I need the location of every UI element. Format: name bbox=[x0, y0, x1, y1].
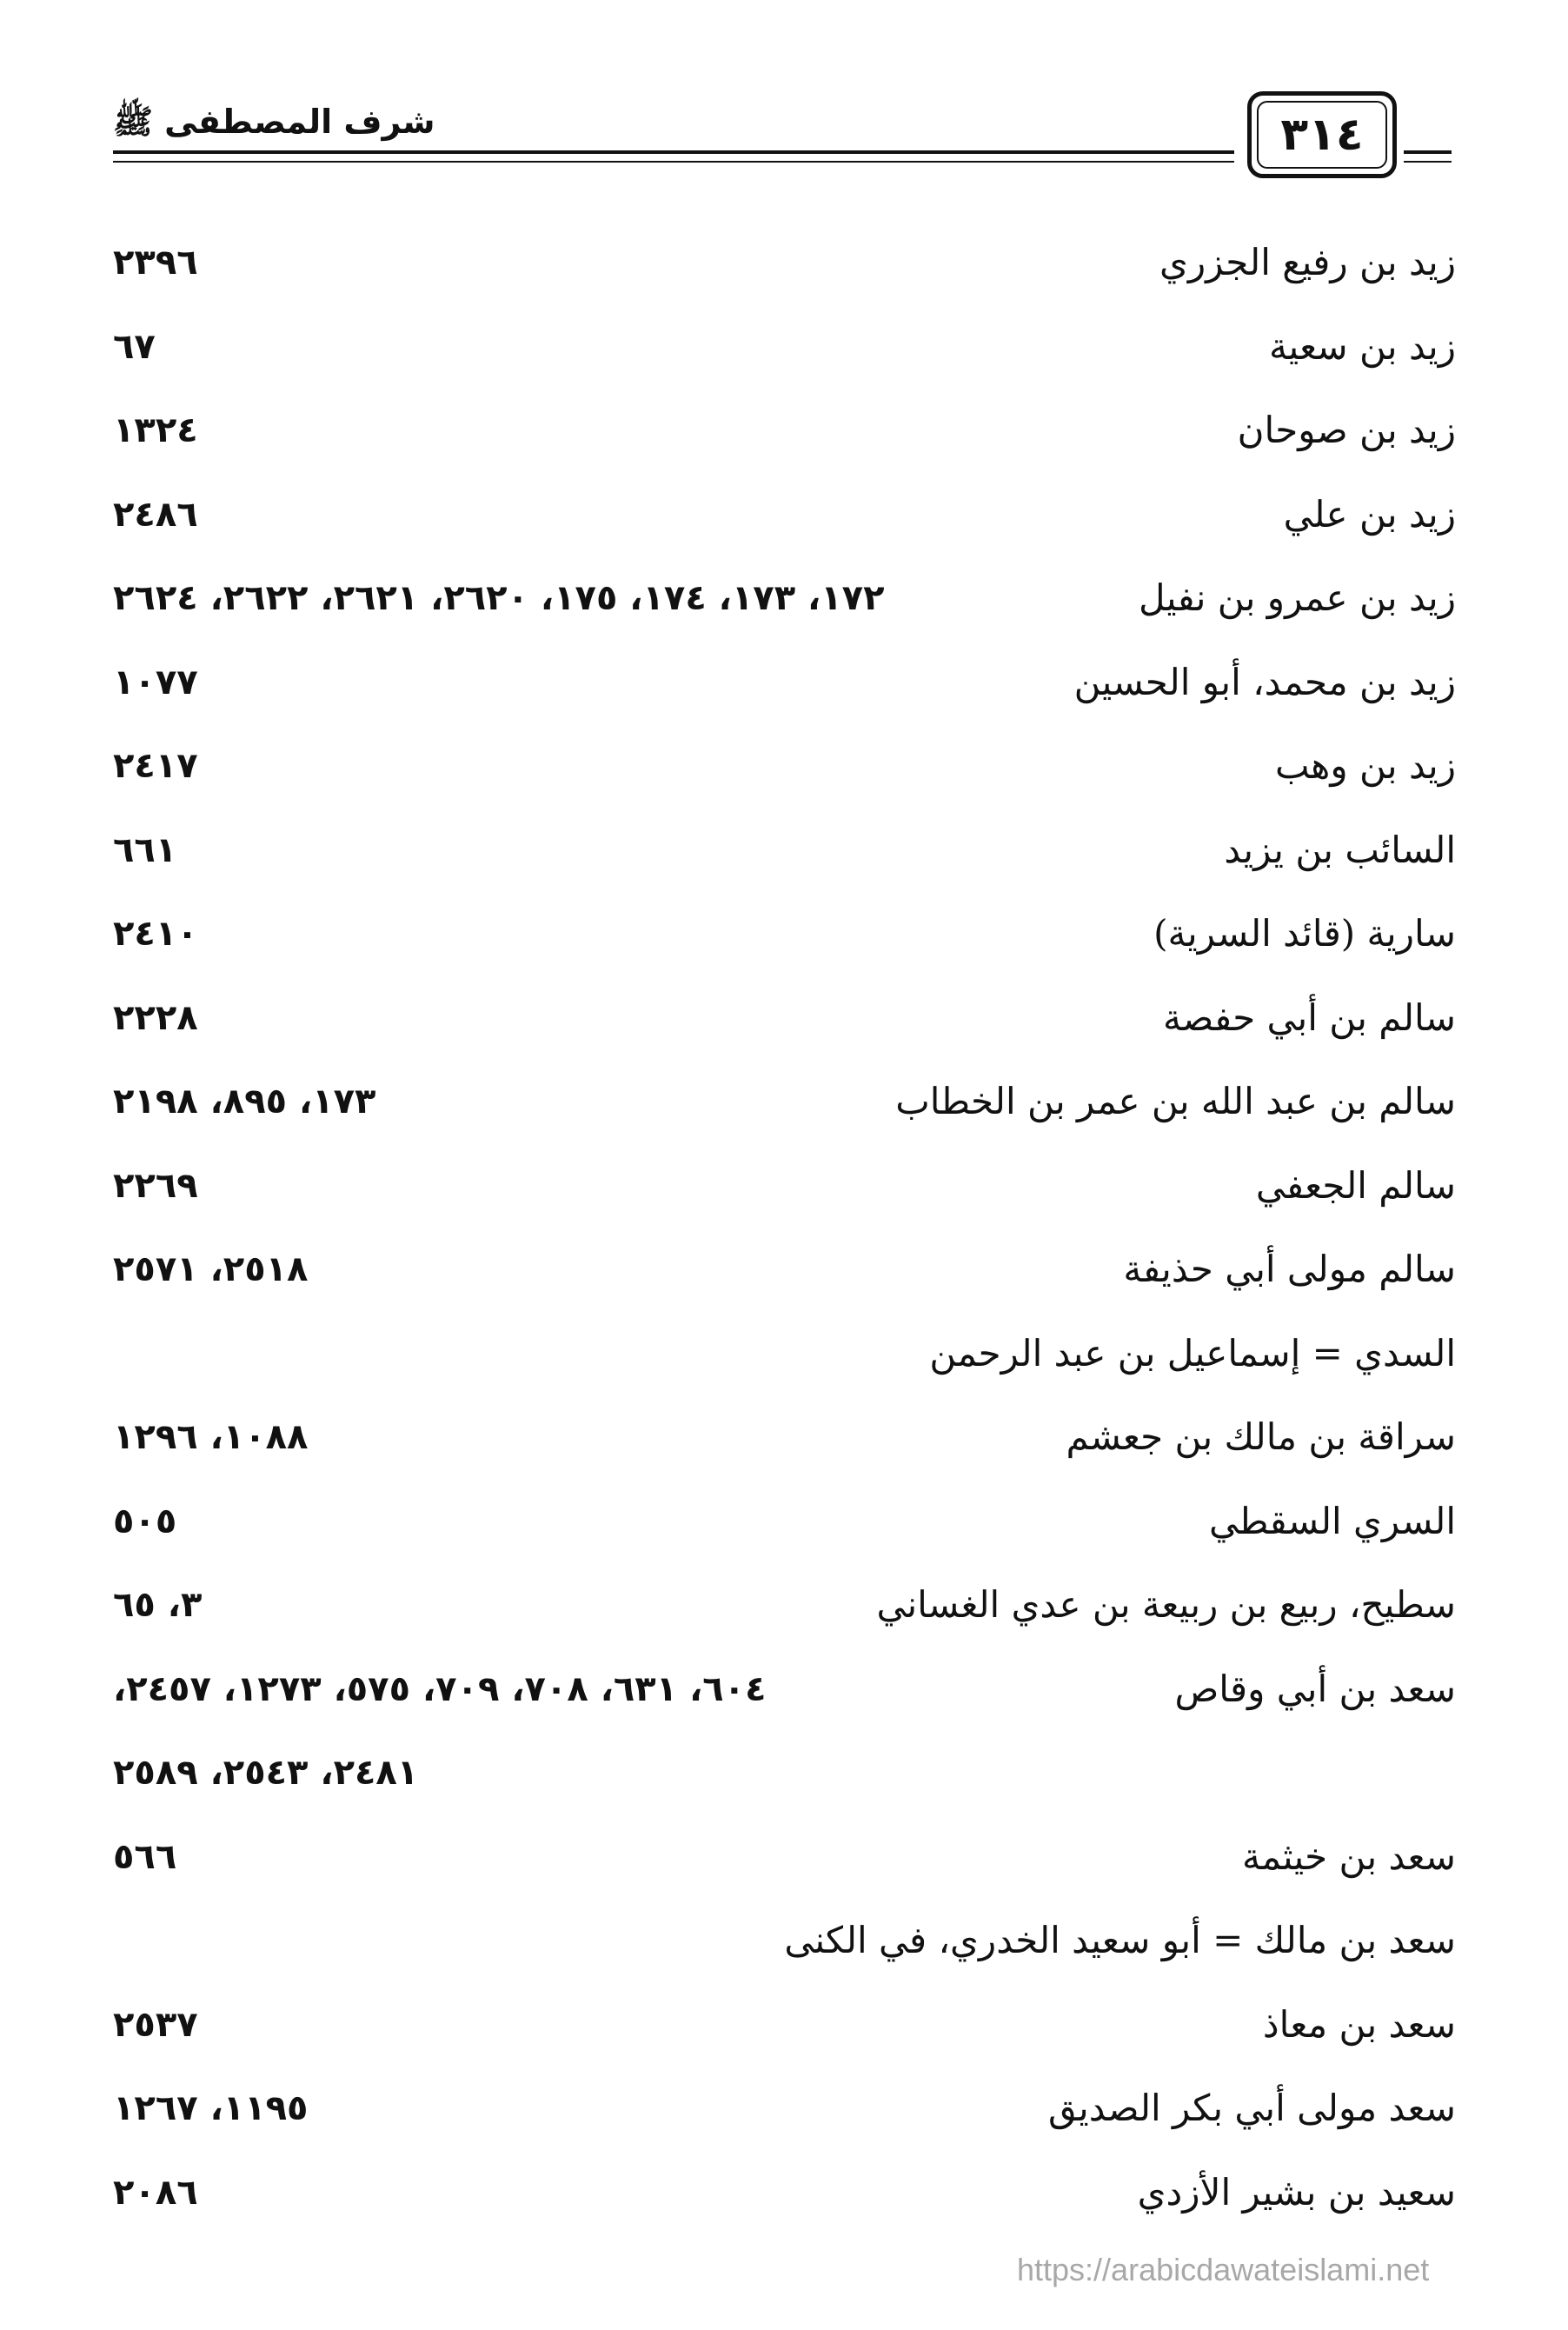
entry-name: زيد بن محمد، أبو الحسين bbox=[1073, 660, 1456, 703]
index-row bbox=[113, 731, 1456, 816]
entry-name: سعد بن مالك = أبو سعيد الخدري، في الكنى bbox=[784, 1919, 1456, 1961]
entry-pages: ٥٦٦ bbox=[113, 1836, 177, 1877]
entry-pages: ٢٤١٧ bbox=[113, 746, 198, 786]
entry-name: السري السقطي bbox=[1209, 1499, 1456, 1542]
entry-name: سعد مولى أبي بكر الصديق bbox=[1048, 2087, 1456, 2129]
index-row bbox=[113, 1654, 1456, 1739]
header-rule bbox=[113, 161, 1234, 163]
entry-name: سالم بن أبي حفصة bbox=[1163, 995, 1456, 1039]
entry-pages: ١٠٨٨، ١٢٩٦ bbox=[113, 1417, 309, 1457]
entry-pages: ٢٥٣٧ bbox=[113, 2004, 198, 2045]
index-row bbox=[113, 2158, 1456, 2242]
index-row bbox=[113, 816, 1456, 900]
entry-name: سالم بن عبد الله بن عمر بن الخطاب bbox=[895, 1080, 1456, 1122]
header-rule bbox=[113, 150, 1234, 154]
watermark-url: https://arabicdawateislami.net bbox=[1017, 2252, 1430, 2287]
index-row bbox=[113, 648, 1456, 732]
entry-pages: ٢٤١٠ bbox=[113, 914, 198, 954]
page-number-frame bbox=[1247, 91, 1397, 178]
entry-name: زيد بن سعية bbox=[1268, 324, 1456, 368]
page-header bbox=[113, 91, 1452, 187]
index-row bbox=[113, 983, 1456, 1068]
entry-pages: ٢٣٩٦ bbox=[113, 243, 198, 283]
index-row bbox=[113, 1487, 1456, 1571]
header-rule bbox=[1404, 150, 1452, 154]
entry-pages: ٦٠٤، ٦٣١، ٧٠٨، ٧٠٩، ٥٧٥، ١٢٧٣، ٢٤٥٧، bbox=[113, 1668, 767, 1709]
entry-name: سعد بن معاذ bbox=[1262, 2002, 1456, 2046]
index-row bbox=[113, 1570, 1456, 1654]
index-list bbox=[113, 228, 1456, 2241]
page-number: ٣١٤ bbox=[1257, 101, 1387, 169]
index-row bbox=[113, 228, 1456, 312]
index-row-continuation bbox=[113, 1738, 1456, 1822]
index-row bbox=[113, 1151, 1456, 1235]
entry-pages: ٣، ٦٥ bbox=[113, 1585, 203, 1625]
index-row bbox=[113, 1906, 1456, 1990]
index-row bbox=[113, 1822, 1456, 1907]
entry-pages: ١٧٣، ٨٩٥، ٢١٩٨ bbox=[113, 1082, 376, 1122]
entry-name: زيد بن علي bbox=[1283, 492, 1456, 536]
index-row bbox=[113, 480, 1456, 564]
entry-pages: ٢٥١٨، ٢٥٧١ bbox=[113, 1249, 309, 1289]
entry-pages: ٦٧ bbox=[113, 326, 156, 367]
entry-name: سالم الجعفي bbox=[1255, 1163, 1456, 1207]
entry-pages: ٢٤٨٦ bbox=[113, 494, 198, 535]
index-row bbox=[113, 2074, 1456, 2158]
entry-pages: ١٠٧٧ bbox=[113, 662, 198, 702]
entry-pages: ٢٤٨١، ٢٥٤٣، ٢٥٨٩ bbox=[113, 1753, 419, 1793]
entry-name: سراقة بن مالك بن جعشم bbox=[1066, 1415, 1456, 1458]
index-row bbox=[113, 1067, 1456, 1151]
entry-name: السدي = إسماعيل بن عبد الرحمن bbox=[929, 1331, 1456, 1375]
entry-name: سعد بن خيثمة bbox=[1242, 1834, 1456, 1878]
header-rule bbox=[1404, 161, 1452, 163]
entry-pages: ٢٢٦٩ bbox=[113, 1165, 198, 1206]
entry-name: زيد بن رفيع الجزري bbox=[1159, 241, 1456, 283]
entry-name: زيد بن وهب bbox=[1274, 744, 1456, 787]
entry-name: سارية (قائد السرية) bbox=[1153, 912, 1456, 955]
index-row bbox=[113, 899, 1456, 983]
entry-name: سالم مولى أبي حذيفة bbox=[1123, 1248, 1456, 1290]
index-row bbox=[113, 396, 1456, 480]
index-row bbox=[113, 1319, 1456, 1403]
entry-pages: ٦٦١ bbox=[113, 829, 177, 870]
index-row bbox=[113, 1235, 1456, 1319]
entry-name: سعد بن أبي وقاص bbox=[1174, 1667, 1456, 1710]
index-row bbox=[113, 563, 1456, 648]
entry-name: السائب بن يزيد bbox=[1224, 828, 1456, 871]
entry-name: زيد بن صوحان bbox=[1237, 409, 1456, 451]
entry-pages: ١١٩٥، ١٢٦٧ bbox=[113, 2088, 309, 2128]
index-row bbox=[113, 1402, 1456, 1487]
index-row bbox=[113, 1990, 1456, 2074]
entry-pages: ٢٢٢٨ bbox=[113, 997, 198, 1038]
entry-pages: ٢٠٨٦ bbox=[113, 2172, 198, 2213]
book-title: شرف المصطفى ﷺ bbox=[113, 103, 435, 141]
entry-pages: ١٣٢٤ bbox=[113, 410, 198, 450]
index-row bbox=[113, 312, 1456, 396]
entry-name: سعيد بن بشير الأزدي bbox=[1137, 2170, 1456, 2214]
entry-pages: ١٧٢، ١٧٣، ١٧٤، ١٧٥، ٢٦٢٠، ٢٦٢١، ٢٦٢٢، ٢٦٢٤ bbox=[113, 578, 885, 618]
entry-name: سطيح، ربيع بن ربيعة بن عدي الغساني bbox=[876, 1583, 1456, 1626]
entry-name: زيد بن عمرو بن نفيل bbox=[1139, 576, 1456, 619]
entry-pages: ٥٠٥ bbox=[113, 1501, 177, 1541]
